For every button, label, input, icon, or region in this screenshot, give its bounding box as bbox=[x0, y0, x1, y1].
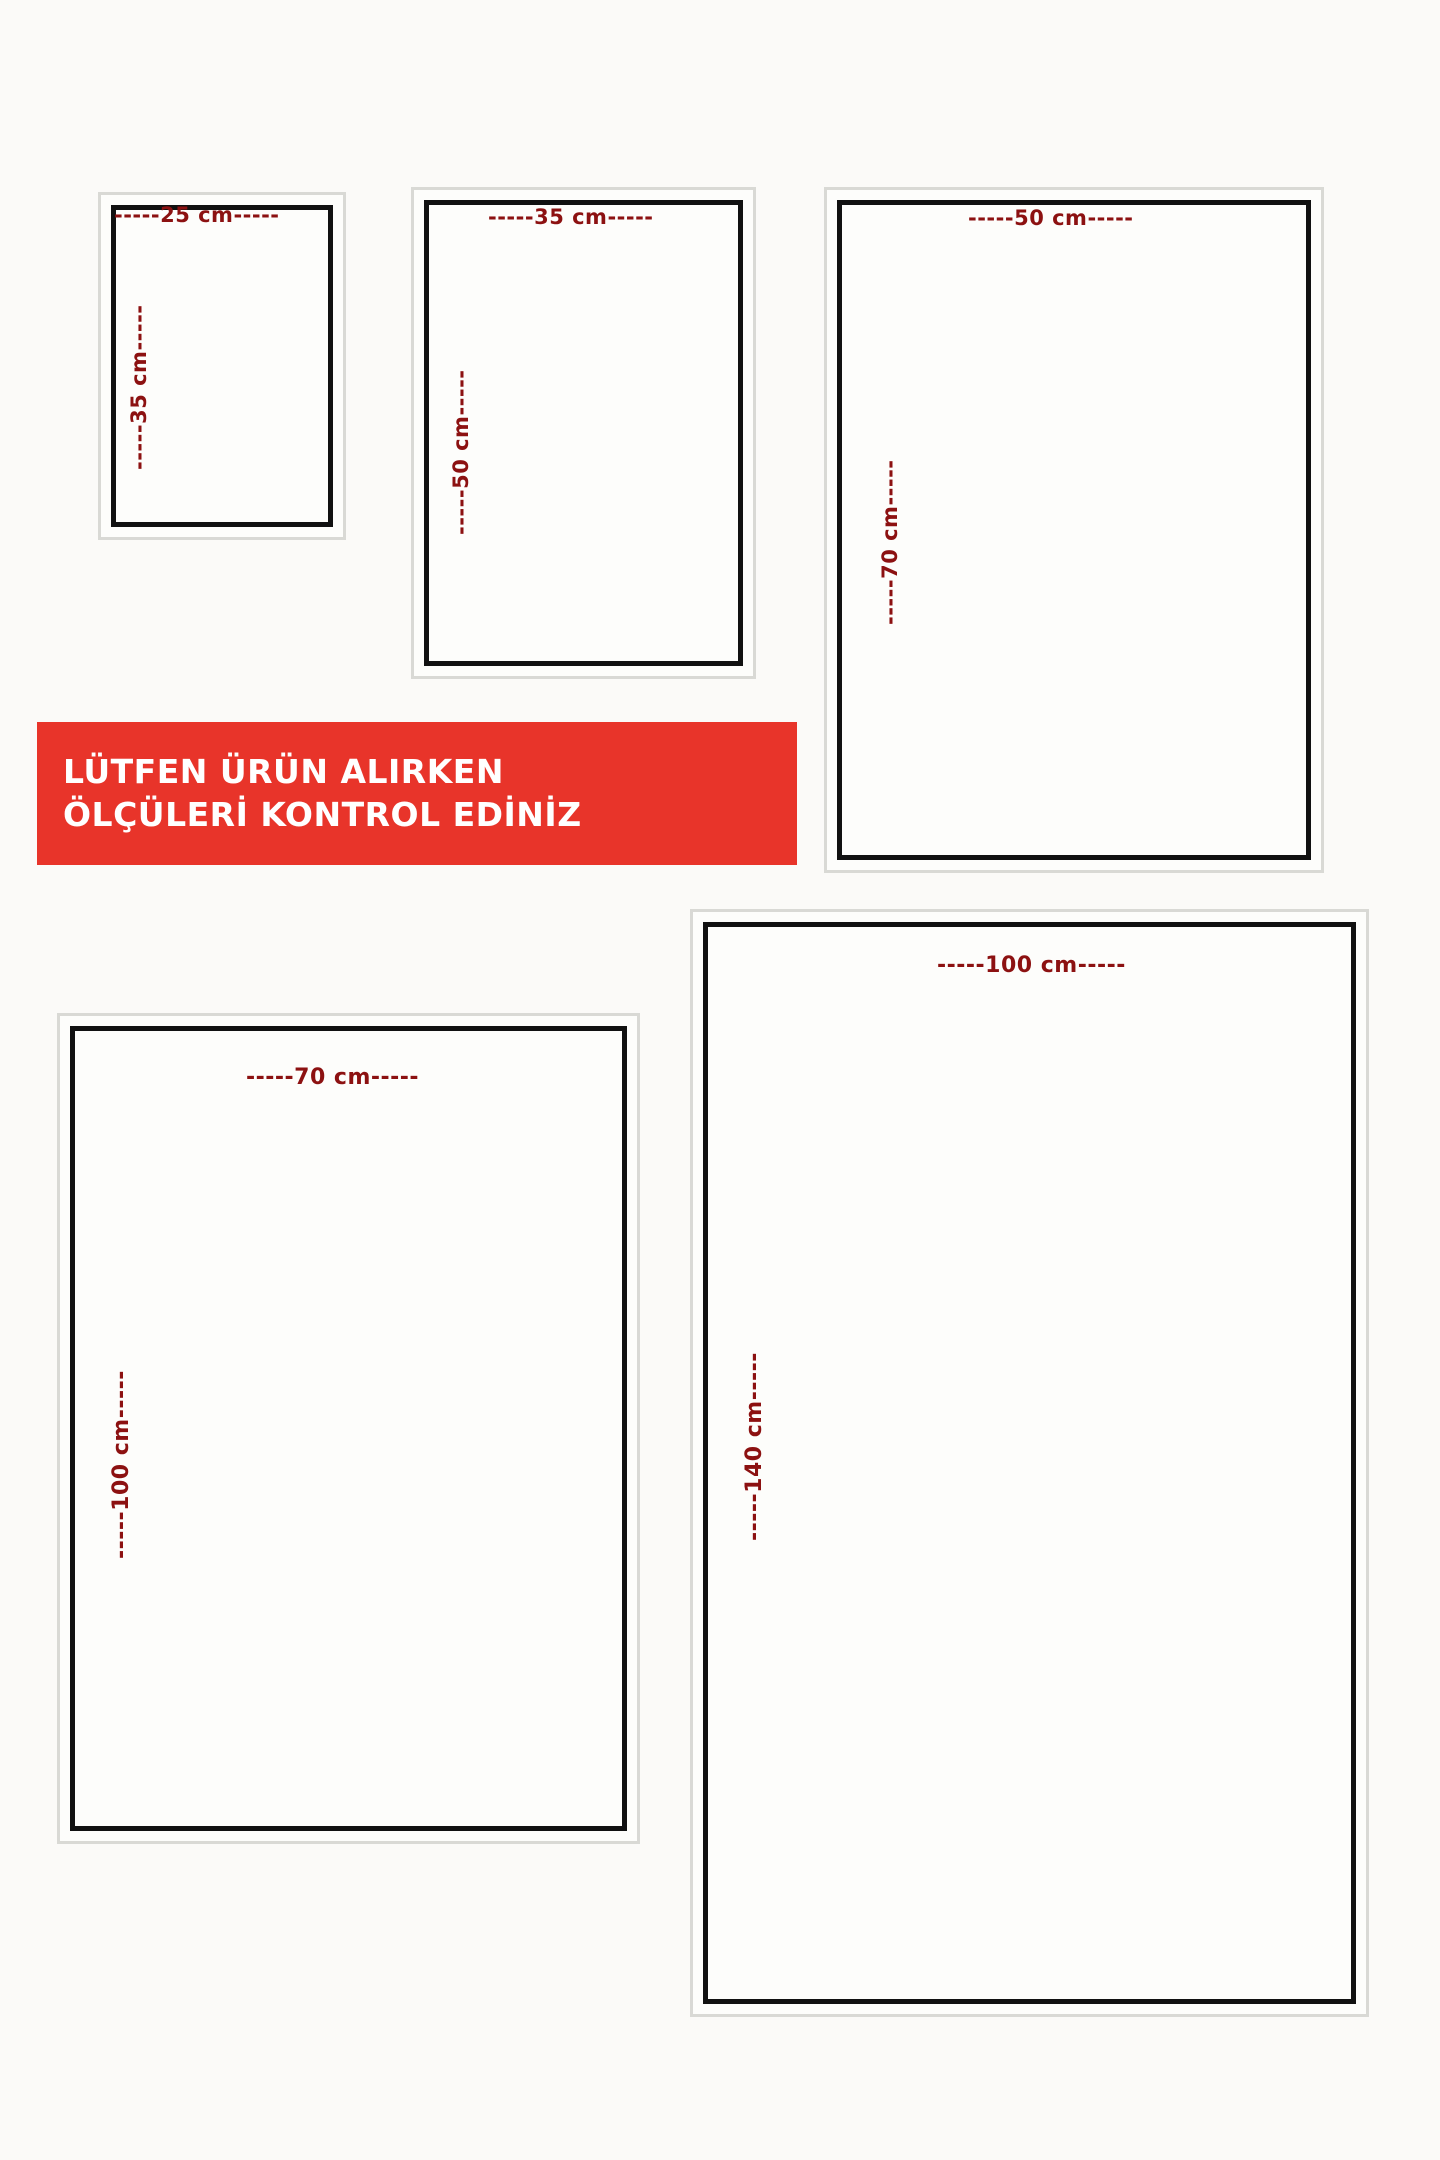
frame-25x35-height-label: -----35 cm----- bbox=[127, 304, 151, 470]
frame-25x35-width-label: -----25 cm----- bbox=[114, 203, 280, 227]
frame-100x140-width-label: -----100 cm----- bbox=[937, 953, 1126, 978]
frame-70x100 bbox=[57, 1013, 640, 1844]
frame-50x70-height-label: -----70 cm----- bbox=[878, 459, 902, 625]
frame-70x100-height-label: -----100 cm----- bbox=[109, 1370, 134, 1559]
frame-70x100-inner bbox=[70, 1026, 627, 1831]
frame-100x140-inner bbox=[703, 922, 1356, 2004]
frame-70x100-width-label: -----70 cm----- bbox=[246, 1065, 420, 1090]
frame-35x50-height-label: -----50 cm----- bbox=[449, 369, 473, 535]
frame-50x70-inner bbox=[837, 200, 1311, 860]
warning-banner bbox=[37, 722, 797, 865]
warning-banner-line-2: ÖLÇÜLERİ KONTROL EDİNİZ bbox=[63, 794, 582, 834]
frame-100x140-height-label: -----140 cm----- bbox=[742, 1352, 767, 1541]
frame-35x50-width-label: -----35 cm----- bbox=[488, 205, 654, 229]
warning-banner-line-1: LÜTFEN ÜRÜN ALIRKEN bbox=[63, 752, 504, 792]
frame-100x140 bbox=[690, 909, 1369, 2017]
frame-50x70-width-label: -----50 cm----- bbox=[968, 206, 1134, 230]
